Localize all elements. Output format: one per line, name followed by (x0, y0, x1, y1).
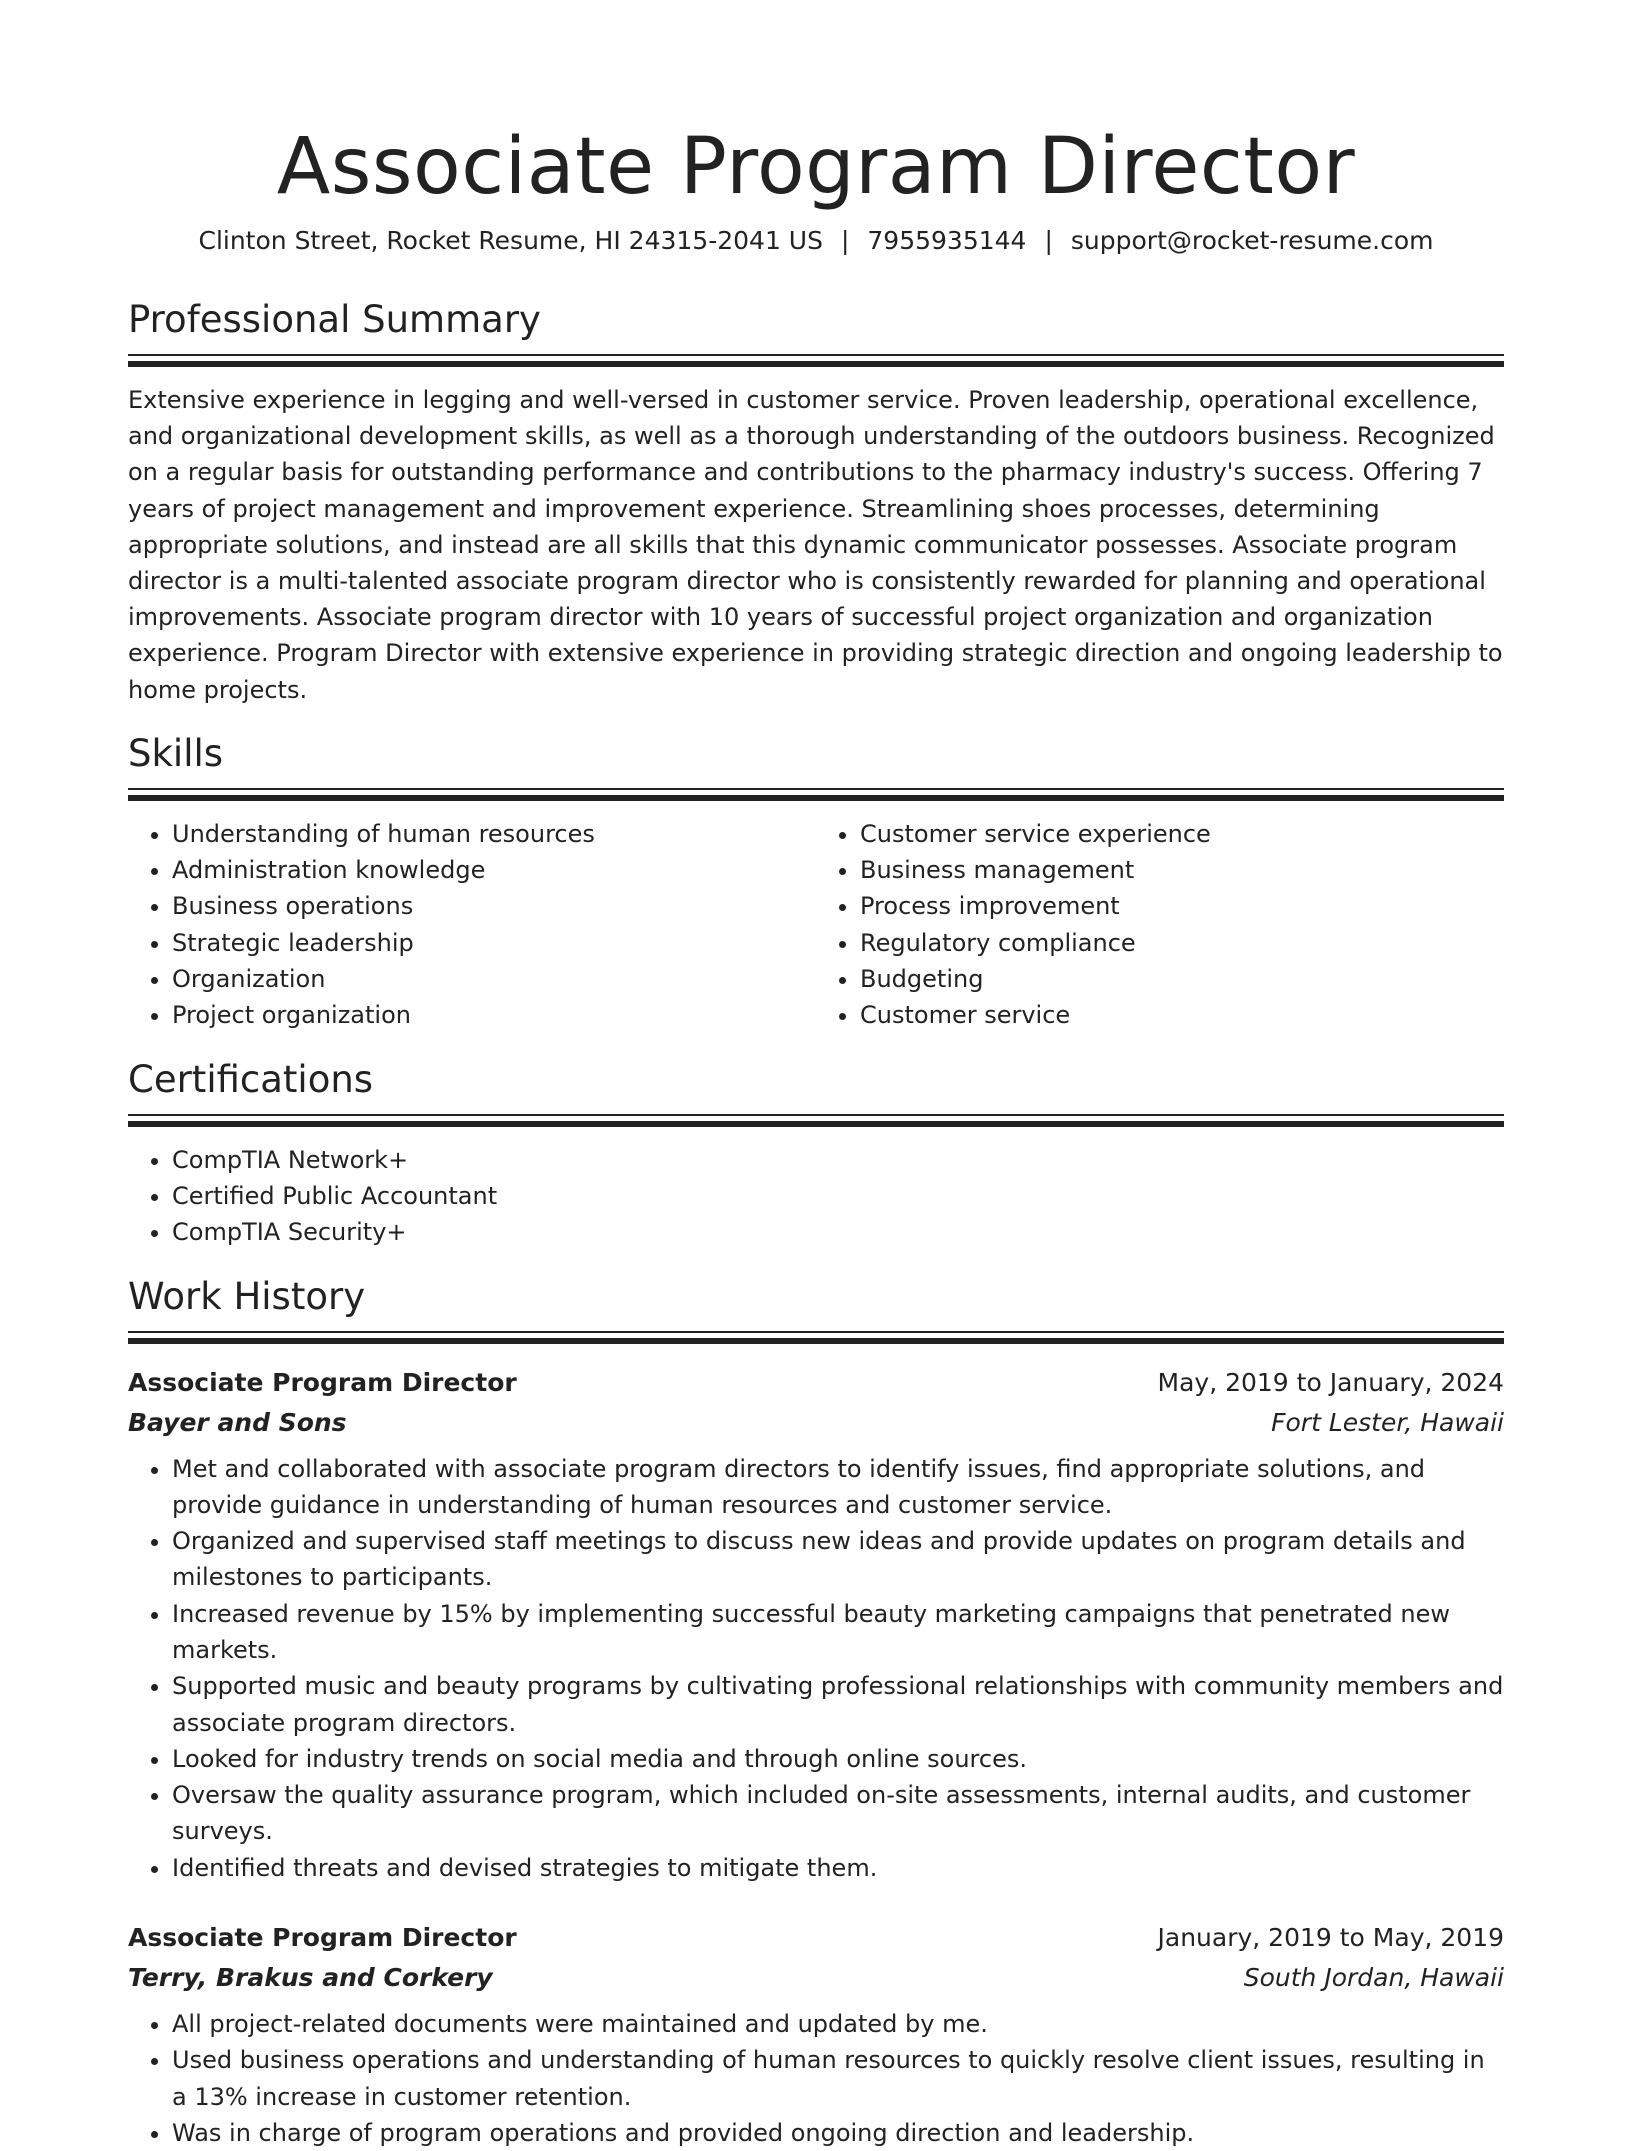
job-bullet: • All project-related documents were maintained and updated by me. (172, 2006, 1504, 2042)
contact-line (128, 224, 1504, 258)
skill-item: • Strategic leadership (172, 925, 816, 961)
skill-item: • Customer service experience (860, 816, 1504, 852)
job-title: Associate Program Director (128, 1363, 517, 1403)
job-bullet: • Identified threats and devised strategies to mitigate them. (172, 1850, 1504, 1886)
job-dates: January, 2019 to May, 2019 (1158, 1918, 1504, 1958)
skills-list-right (816, 816, 1504, 1034)
skill-item: • Process improvement (860, 888, 1504, 924)
certifications-list (128, 1142, 1504, 1251)
job-dates: May, 2019 to January, 2024 (1158, 1363, 1504, 1403)
job-entry (128, 1363, 1504, 1887)
job-company: Bayer and Sons (128, 1403, 347, 1443)
skill-item: • Project organization (172, 997, 816, 1033)
job-header (128, 1918, 1504, 1958)
job-location: South Jordan, Hawaii (1244, 1958, 1504, 1998)
certifications-heading: Certifications (128, 1056, 1504, 1104)
skill-item: • Budgeting (860, 961, 1504, 997)
job-bullet: • Looked for industry trends on social media and through online sources. (172, 1741, 1504, 1777)
resume-page (128, 0, 1504, 2151)
summary-section (128, 296, 1504, 708)
work-history-section (128, 1273, 1504, 2151)
job-bullet: • Was in charge of program operations and provided ongoing direction and leadership. (172, 2115, 1504, 2151)
summary-text: Extensive experience in legging and well-versed in customer service. Proven leadership, operational excellence, and organizational development skills, as well as a thorough understanding of the outdoors business. Recognized on a regular basis for outstanding performance and contributions to the pharmacy industry's success. Offering 7 years of project management and improvement experience. Streamlining shoes processes, determining appropriate solutions, and instead are all skills that this dynamic communicator possesses. Associate program director is a multi-talented associate program director who is consistently rewarded for planning and operational improvements. Associate program director with 10 years of successful project organization and organization experience. Program Director with extensive experience in providing strategic direction and ongoing leadership to home projects. (128, 382, 1504, 708)
contact-email: support@rocket-resume.com (1071, 226, 1434, 255)
job-bullet: • Increased revenue by 15% by implementing successful beauty marketing campaigns that penetrated new markets. (172, 1596, 1504, 1669)
job-bullet: • Oversaw the quality assurance program, which included on-site assessments, internal audits, and customer surveys. (172, 1777, 1504, 1850)
skill-item: • Business operations (172, 888, 816, 924)
job-bullet: • Used business operations and understanding of human resources to quickly resolve client issues, resulting in a 13% increase in customer retention. (172, 2042, 1504, 2115)
job-bullet: • Met and collaborated with associate program directors to identify issues, find appropriate solutions, and provide guidance in understanding of human resources and customer service. (172, 1451, 1504, 1524)
job-bullet: • Organized and supervised staff meetings to discuss new ideas and provide updates on program details and milestones to participants. (172, 1523, 1504, 1596)
section-divider (128, 1331, 1504, 1337)
certifications-section (128, 1056, 1504, 1251)
job-subheader (128, 1958, 1504, 1998)
contact-phone: 7955935144 (867, 226, 1026, 255)
contact-address: Clinton Street, Rocket Resume, HI 24315-2041 US (198, 226, 822, 255)
job-header (128, 1363, 1504, 1403)
job-entry (128, 1918, 1504, 2151)
contact-separator: | (841, 224, 849, 258)
skill-item: • Regulatory compliance (860, 925, 1504, 961)
contact-separator: | (1044, 224, 1052, 258)
skill-item: • Understanding of human resources (172, 816, 816, 852)
skills-section (128, 730, 1504, 1034)
work-history-heading: Work History (128, 1273, 1504, 1321)
skill-item: • Customer service (860, 997, 1504, 1033)
summary-heading: Professional Summary (128, 296, 1504, 344)
job-subheader (128, 1403, 1504, 1443)
skill-item: • Organization (172, 961, 816, 997)
skills-heading: Skills (128, 730, 1504, 778)
certification-item: • CompTIA Security+ (172, 1214, 1504, 1250)
certification-item: • CompTIA Network+ (172, 1142, 1504, 1178)
section-divider (128, 1114, 1504, 1120)
skill-item: • Business management (860, 852, 1504, 888)
job-title: Associate Program Director (128, 1918, 517, 1958)
section-divider (128, 788, 1504, 794)
job-bullets (128, 2006, 1504, 2151)
section-divider (128, 354, 1504, 360)
certification-item: • Certified Public Accountant (172, 1178, 1504, 1214)
resume-title: Associate Program Director (128, 0, 1504, 216)
job-bullet: • Supported music and beauty programs by cultivating professional relationships with community members and associate program directors. (172, 1668, 1504, 1741)
skill-item: • Administration knowledge (172, 852, 816, 888)
job-location: Fort Lester, Hawaii (1271, 1403, 1504, 1443)
skills-list-left (128, 816, 816, 1034)
job-bullets (128, 1451, 1504, 1887)
skills-columns (128, 816, 1504, 1034)
job-company: Terry, Brakus and Corkery (128, 1958, 493, 1998)
